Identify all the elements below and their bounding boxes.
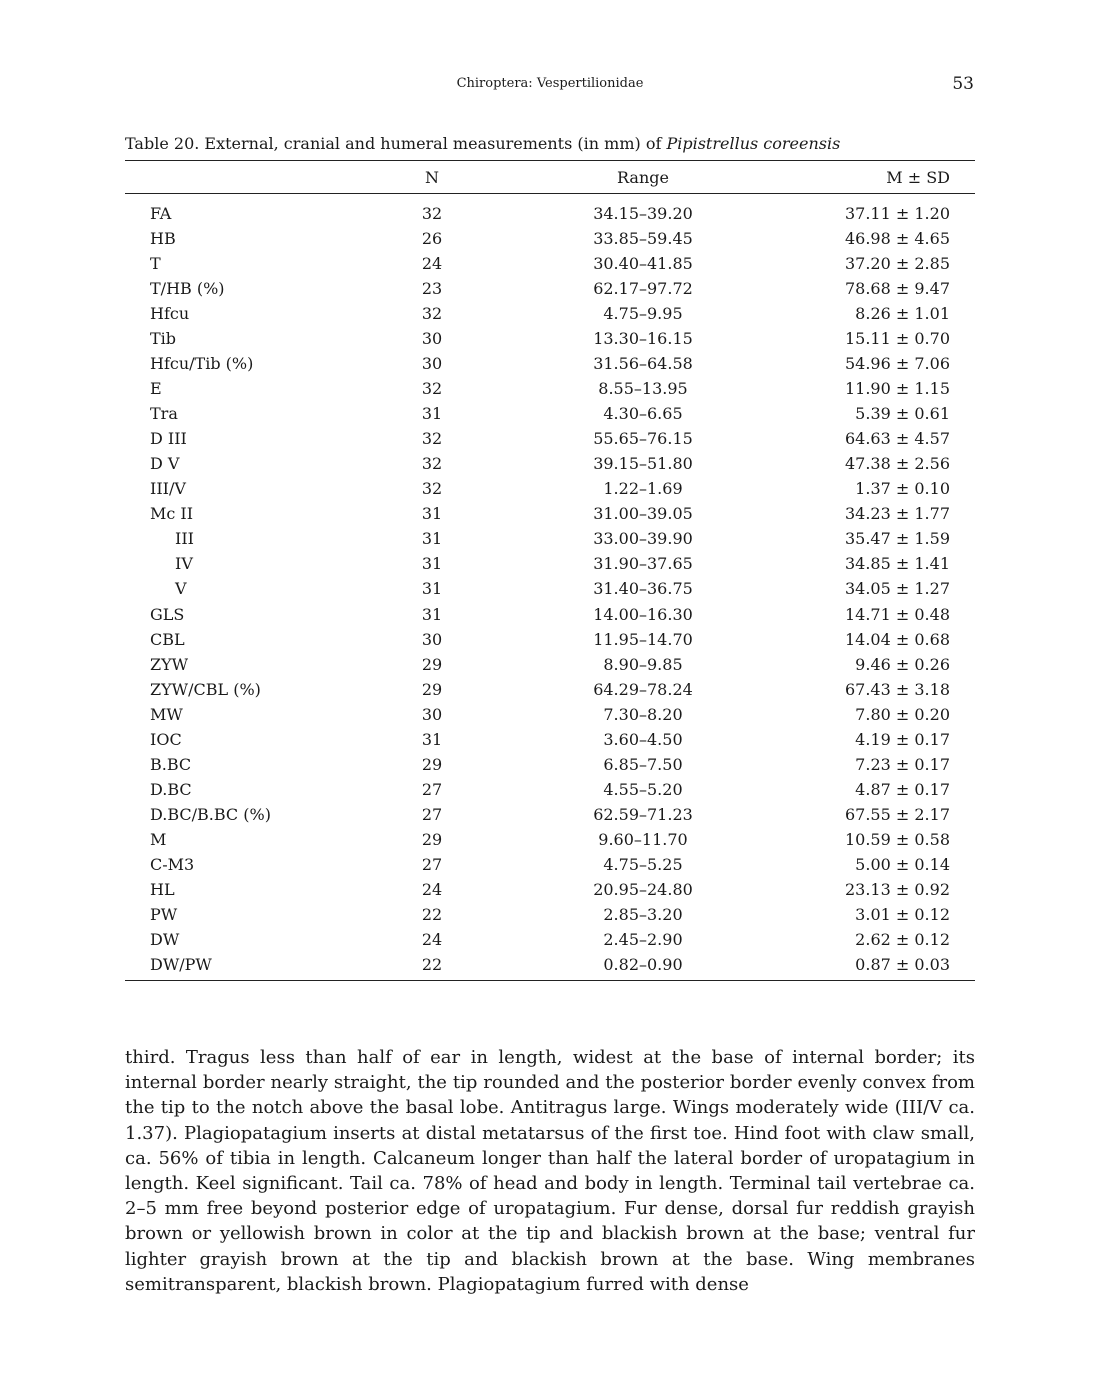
row-n: 27 <box>421 854 443 874</box>
table-row <box>125 927 975 952</box>
row-mean-sd: 37.11 ± 1.20 <box>844 204 950 223</box>
row-label: Tra <box>150 404 178 424</box>
table-row <box>125 827 975 852</box>
table-row <box>125 351 975 376</box>
table-row <box>125 526 975 551</box>
row-mean-sd: 9.46 ± 0.26 <box>855 654 950 674</box>
table-row <box>125 226 975 251</box>
row-label: IOC <box>150 729 182 749</box>
row-range: 13.30–16.15 <box>593 329 693 349</box>
row-mean-sd: 34.23 ± 1.77 <box>844 504 950 524</box>
row-n: 31 <box>421 554 443 574</box>
row-mean-sd: 14.71 ± 0.48 <box>844 604 950 624</box>
row-n: 32 <box>421 454 443 474</box>
row-range: 7.30–8.20 <box>603 704 683 724</box>
table-caption-species: Pipistrellus coreensis <box>666 134 841 153</box>
row-range: 31.00–39.05 <box>593 504 693 524</box>
row-n: 32 <box>421 304 443 324</box>
table-row <box>125 602 975 627</box>
row-label: DW/PW <box>150 954 212 974</box>
table-row <box>125 752 975 777</box>
row-range: 31.56–64.58 <box>593 354 693 374</box>
row-label: Mc II <box>150 504 194 524</box>
row-mean-sd: 10.59 ± 0.58 <box>844 829 950 849</box>
row-label: Tib <box>150 329 177 349</box>
row-n: 31 <box>421 504 443 524</box>
row-mean-sd: 8.26 ± 1.01 <box>855 304 950 324</box>
row-range: 20.95–24.80 <box>593 879 693 899</box>
table-row <box>125 301 975 326</box>
row-label: Hfcu <box>150 304 190 324</box>
row-range: 30.40–41.85 <box>593 254 693 274</box>
row-mean-sd: 46.98 ± 4.65 <box>844 229 950 249</box>
row-label: FA <box>150 204 172 223</box>
table-row <box>125 902 975 927</box>
row-mean-sd: 47.38 ± 2.56 <box>844 454 950 474</box>
table-row <box>125 652 975 677</box>
table-row <box>125 276 975 301</box>
row-n: 31 <box>421 579 443 599</box>
row-label: T/HB (%) <box>150 279 225 299</box>
row-label: MW <box>150 704 183 724</box>
table-row <box>125 677 975 702</box>
row-label: DW <box>150 929 180 949</box>
row-label: IV <box>175 554 193 574</box>
table-row <box>125 802 975 827</box>
row-n: 30 <box>421 354 443 374</box>
row-mean-sd: 23.13 ± 0.92 <box>844 879 950 899</box>
row-label: M <box>150 829 167 849</box>
row-n: 31 <box>421 529 443 549</box>
row-n: 31 <box>421 604 443 624</box>
row-n: 29 <box>421 679 443 699</box>
row-mean-sd: 7.80 ± 0.20 <box>855 704 950 724</box>
row-range: 64.29–78.24 <box>593 679 693 699</box>
row-range: 34.15–39.20 <box>593 204 693 223</box>
table-row <box>125 451 975 476</box>
table-body <box>125 194 975 980</box>
table-row <box>125 376 975 401</box>
row-range: 14.00–16.30 <box>593 604 693 624</box>
table-row <box>125 201 975 226</box>
row-label: Hfcu/Tib (%) <box>150 354 254 374</box>
row-n: 30 <box>421 329 443 349</box>
table-row <box>125 702 975 727</box>
row-n: 29 <box>421 829 443 849</box>
row-n: 32 <box>421 479 443 499</box>
row-label: B.BC <box>150 754 192 774</box>
row-label: ZYW <box>150 654 189 674</box>
row-range: 62.59–71.23 <box>593 804 693 824</box>
row-mean-sd: 54.96 ± 7.06 <box>844 354 950 374</box>
row-mean-sd: 34.05 ± 1.27 <box>844 579 950 599</box>
row-label: GLS <box>150 604 185 624</box>
row-range: 1.22–1.69 <box>603 479 683 499</box>
row-label: T <box>150 254 161 274</box>
row-label: E <box>150 379 162 399</box>
row-range: 2.45–2.90 <box>603 929 683 949</box>
row-mean-sd: 34.85 ± 1.41 <box>844 554 950 574</box>
row-mean-sd: 2.62 ± 0.12 <box>855 929 950 949</box>
row-mean-sd: 78.68 ± 9.47 <box>844 279 950 299</box>
row-mean-sd: 11.90 ± 1.15 <box>844 379 950 399</box>
row-n: 22 <box>421 904 443 924</box>
row-n: 24 <box>421 929 443 949</box>
table-row <box>125 426 975 451</box>
row-mean-sd: 67.55 ± 2.17 <box>844 804 950 824</box>
table-row <box>125 627 975 652</box>
row-range: 55.65–76.15 <box>593 429 693 449</box>
table-row <box>125 401 975 426</box>
table-caption-text: Table 20. External, cranial and humeral measurements (in mm) of <box>125 134 667 153</box>
row-range: 2.85–3.20 <box>603 904 683 924</box>
table-row <box>125 877 975 902</box>
table-row <box>125 727 975 752</box>
table-caption <box>125 134 840 153</box>
page-number: 53 <box>952 74 974 94</box>
row-range: 31.40–36.75 <box>593 579 693 599</box>
row-label: HL <box>150 879 175 899</box>
row-range: 39.15–51.80 <box>593 454 693 474</box>
row-n: 24 <box>421 254 443 274</box>
row-n: 30 <box>421 629 443 649</box>
body-paragraph: third. Tragus less than half of ear in length, widest at the base of internal border; its internal border nearly straight, the tip rounded and the posterior border evenly convex from the tip to the notch above the basal lobe. Antitragus large. Wings moderately wide (III/V ca. 1.37). Plagiopatagium inserts at distal metatarsus of the first toe. Hind foot with claw small, ca. 56% of tibia in length. Calcaneum longer than half the lateral border of uropatagium in length. Keel significant. Tail ca. 78% of head and body in length. Terminal tail vertebrae ca. 2–5 mm free beyond posterior edge of uropatagium. Fur dense, dorsal fur reddish grayish brown or yellowish brown in color at the tip and blackish brown at the base; ventral fur lighter grayish brown at the tip and blackish brown at the base. Wing membranes semitransparent, blackish brown. Plagiopatagium furred with dense <box>125 1047 975 1295</box>
row-mean-sd: 5.00 ± 0.14 <box>855 854 950 874</box>
row-n: 23 <box>421 279 443 299</box>
row-mean-sd: 14.04 ± 0.68 <box>844 629 950 649</box>
row-label: D.BC/B.BC (%) <box>150 804 271 824</box>
row-mean-sd: 35.47 ± 1.59 <box>844 529 950 549</box>
table-row <box>125 476 975 501</box>
row-label: HB <box>150 229 176 249</box>
row-n: 31 <box>421 729 443 749</box>
header-mean-sd: M ± SD <box>886 168 950 187</box>
table-row <box>125 551 975 576</box>
row-mean-sd: 3.01 ± 0.12 <box>855 904 950 924</box>
row-label: D.BC <box>150 779 192 799</box>
row-range: 6.85–7.50 <box>603 754 683 774</box>
row-range: 4.75–9.95 <box>603 304 683 324</box>
row-label: CBL <box>150 629 185 649</box>
row-n: 24 <box>421 879 443 899</box>
table-row <box>125 952 975 977</box>
row-label: PW <box>150 904 178 924</box>
table-row <box>125 251 975 276</box>
row-label: III/V <box>150 479 186 499</box>
row-range: 9.60–11.70 <box>598 829 688 849</box>
row-n: 32 <box>421 429 443 449</box>
table-row <box>125 576 975 601</box>
table-row <box>125 501 975 526</box>
row-mean-sd: 1.37 ± 0.10 <box>855 479 950 499</box>
row-range: 0.82–0.90 <box>603 954 683 974</box>
row-range: 33.00–39.90 <box>593 529 693 549</box>
row-range: 3.60–4.50 <box>603 729 683 749</box>
row-n: 31 <box>421 404 443 424</box>
running-head: Chiroptera: Vespertilionidae <box>456 76 644 91</box>
row-n: 26 <box>421 229 443 249</box>
row-range: 8.90–9.85 <box>603 654 683 674</box>
table-bottom-rule <box>125 980 975 981</box>
row-label: V <box>175 579 187 599</box>
row-range: 4.75–5.25 <box>603 854 683 874</box>
row-range: 4.30–6.65 <box>603 404 683 424</box>
row-label: C-M3 <box>150 854 195 874</box>
row-n: 27 <box>421 779 443 799</box>
row-range: 33.85–59.45 <box>593 229 693 249</box>
row-n: 22 <box>421 954 443 974</box>
row-n: 30 <box>421 704 443 724</box>
row-mean-sd: 64.63 ± 4.57 <box>844 429 950 449</box>
row-mean-sd: 37.20 ± 2.85 <box>844 254 950 274</box>
row-mean-sd: 5.39 ± 0.61 <box>855 404 950 424</box>
table-row <box>125 326 975 351</box>
row-label: D V <box>150 454 180 474</box>
row-mean-sd: 7.23 ± 0.17 <box>855 754 950 774</box>
row-n: 29 <box>421 754 443 774</box>
table-row <box>125 777 975 802</box>
row-n: 32 <box>421 204 443 223</box>
header-range: Range <box>617 168 669 187</box>
measurements-table <box>125 160 975 981</box>
row-mean-sd: 4.87 ± 0.17 <box>855 779 950 799</box>
row-label: III <box>175 529 194 549</box>
row-mean-sd: 15.11 ± 0.70 <box>844 329 950 349</box>
row-mean-sd: 0.87 ± 0.03 <box>855 954 950 974</box>
row-range: 4.55–5.20 <box>603 779 683 799</box>
row-label: D III <box>150 429 187 449</box>
row-n: 29 <box>421 654 443 674</box>
row-range: 62.17–97.72 <box>593 279 693 299</box>
row-n: 27 <box>421 804 443 824</box>
row-range: 11.95–14.70 <box>593 629 693 649</box>
table-header-row <box>125 161 975 193</box>
row-mean-sd: 4.19 ± 0.17 <box>855 729 950 749</box>
row-label: ZYW/CBL (%) <box>150 679 261 699</box>
row-range: 31.90–37.65 <box>593 554 693 574</box>
row-n: 32 <box>421 379 443 399</box>
table-row <box>125 852 975 877</box>
header-n: N <box>425 168 439 187</box>
row-mean-sd: 67.43 ± 3.18 <box>844 679 950 699</box>
row-range: 8.55–13.95 <box>598 379 688 399</box>
